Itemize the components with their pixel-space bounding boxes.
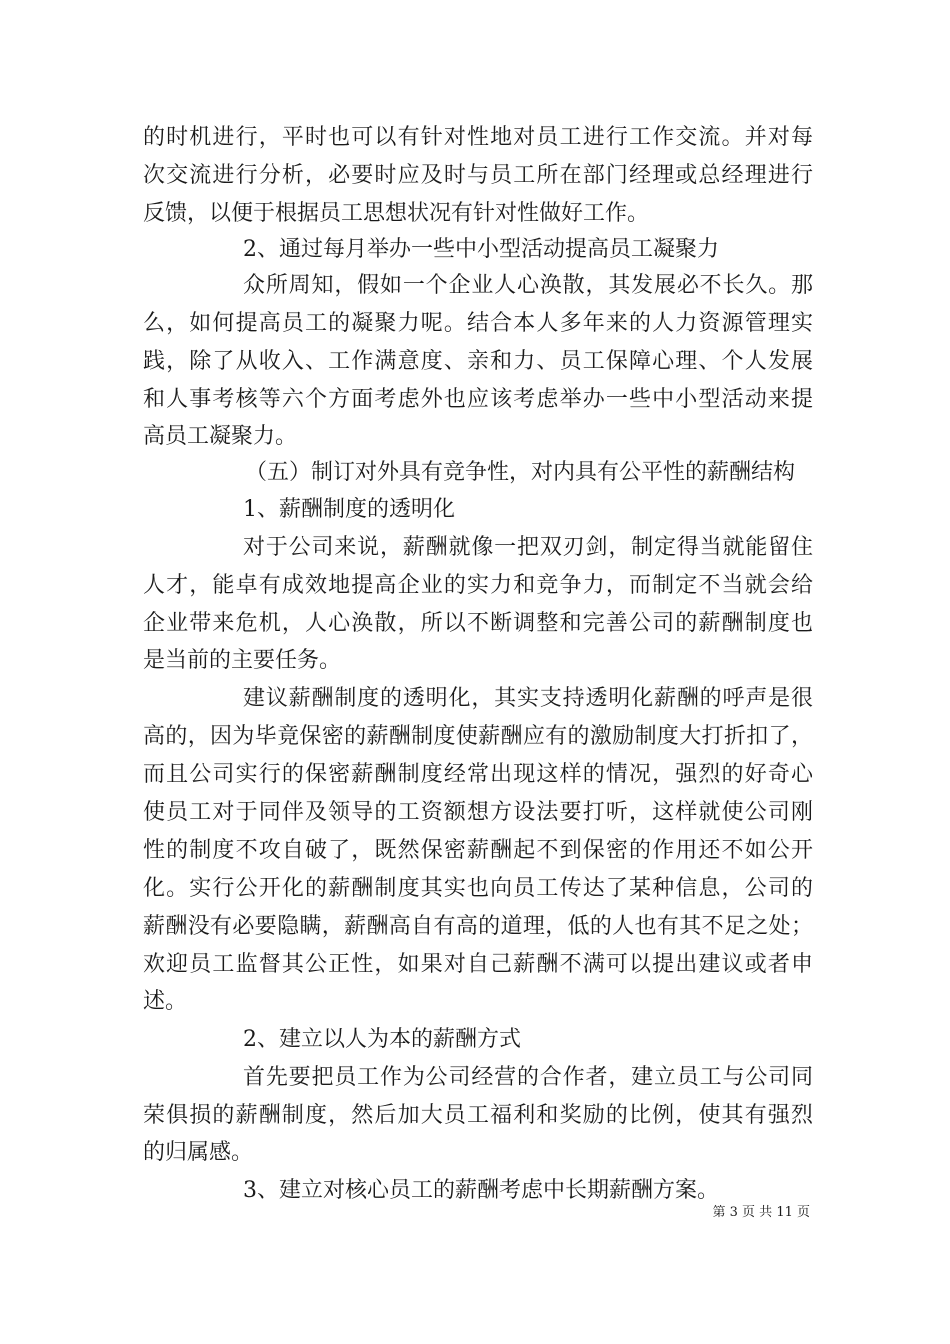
body-text-line: 欢迎员工监督其公正性，如果对自己薪酬不满可以提出建议或者申	[143, 952, 813, 977]
body-text-line: 对于公司来说，薪酬就像一把双刃剑，制定得当就能留住	[243, 535, 813, 560]
body-text-line: 建议薪酬制度的透明化，其实支持透明化薪酬的呼声是很	[243, 686, 813, 711]
page-number: 第 3 页 共 11 页	[712, 1205, 810, 1220]
subheading: 1、薪酬制度的透明化	[243, 497, 455, 522]
body-text-line: 次交流进行分析，必要时应及时与员工所在部门经理或总经理进行	[143, 163, 813, 188]
body-text-line: 是当前的主要任务。	[143, 648, 342, 673]
body-text-line: 化。实行公开化的薪酬制度其实也向员工传达了某种信息，公司的	[143, 876, 813, 901]
body-text-line: 述。	[143, 989, 188, 1014]
body-text-line: 的归属感。	[143, 1140, 254, 1165]
section-heading: （五）制订对外具有竞争性，对内具有公平性的薪酬结构	[245, 460, 796, 485]
body-text-line: 人才，能卓有成效地提高企业的实力和竞争力，而制定不当就会给	[143, 573, 813, 598]
subheading: 3、建立对核心员工的薪酬考虑中长期薪酬方案。	[243, 1178, 719, 1203]
body-text-line: 的时机进行，平时也可以有针对性地对员工进行工作交流。并对每	[143, 125, 813, 150]
body-text-line: 和人事考核等六个方面考虑外也应该考虑举办一些中小型活动来提	[143, 387, 813, 412]
body-text-line: 高的，因为毕竟保密的薪酬制度使薪酬应有的激励制度大打折扣了，	[143, 724, 813, 749]
body-text-line: 首先要把员工作为公司经营的合作者，建立员工与公司同	[243, 1065, 813, 1090]
subheading: 2、通过每月举办一些中小型活动提高员工凝聚力	[243, 237, 719, 262]
body-text-line: 高员工凝聚力。	[143, 424, 298, 449]
body-text-line: 企业带来危机，人心涣散，所以不断调整和完善公司的薪酬制度也	[143, 611, 813, 636]
body-text-line: 而且公司实行的保密薪酬制度经常出现这样的情况，强烈的好奇心	[143, 762, 813, 787]
body-text-line: 性的制度不攻自破了，既然保密薪酬起不到保密的作用还不如公开	[143, 838, 813, 863]
body-text-line: 么，如何提高员工的凝聚力呢。结合本人多年来的人力资源管理实	[143, 311, 813, 336]
body-text-line: 众所周知，假如一个企业人心涣散，其发展必不长久。那	[243, 273, 813, 298]
body-text-line: 使员工对于同伴及领导的工资额想方设法要打听，这样就使公司刚	[143, 800, 813, 825]
body-text-line: 荣俱损的薪酬制度，然后加大员工福利和奖励的比例，使其有强烈	[143, 1103, 813, 1128]
body-text-line: 薪酬没有必要隐瞒，薪酬高自有高的道理，低的人也有其不足之处；	[143, 914, 813, 939]
body-text-line: 反馈，以便于根据员工思想状况有针对性做好工作。	[143, 201, 650, 226]
subheading: 2、建立以人为本的薪酬方式	[243, 1027, 521, 1052]
body-text-line: 践，除了从收入、工作满意度、亲和力、员工保障心理、个人发展	[143, 349, 813, 374]
